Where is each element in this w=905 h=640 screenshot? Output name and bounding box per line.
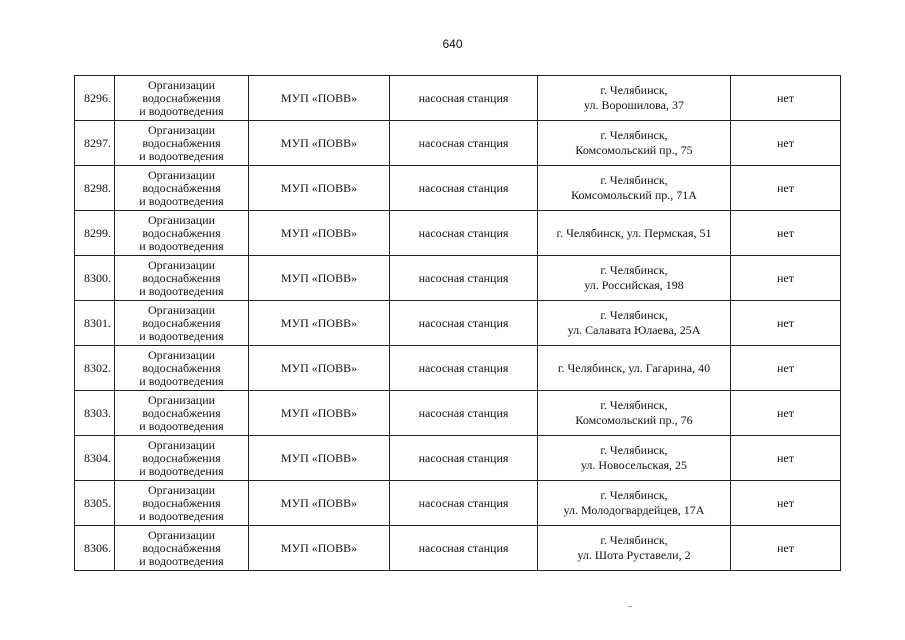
category-line: и водоотведения xyxy=(139,103,224,118)
value-cell: нет xyxy=(731,211,841,256)
owner-cell: МУП «ПОВВ» xyxy=(249,346,390,391)
category-line: Организации xyxy=(147,122,216,137)
address-cell xyxy=(538,211,731,256)
object-type-cell: насосная станция xyxy=(390,346,538,391)
category-line: и водоотведения xyxy=(139,418,224,433)
owner-cell: МУП «ПОВВ» xyxy=(249,256,390,301)
owner-cell: МУП «ПОВВ» xyxy=(249,436,390,481)
row-number: 8304. xyxy=(75,436,115,481)
table-row xyxy=(75,346,841,391)
category-cell xyxy=(115,166,249,211)
address-line: г. Челябинск, xyxy=(600,308,668,322)
value-cell: нет xyxy=(731,391,841,436)
table-row xyxy=(75,436,841,481)
address-line: ул. Ворошилова, 37 xyxy=(584,98,684,112)
address-cell xyxy=(538,391,731,436)
category-line: и водоотведения xyxy=(139,463,224,478)
address-line: ул. Шота Руставели, 2 xyxy=(577,548,691,562)
category-cell xyxy=(115,301,249,346)
category-line: водоснабжения xyxy=(142,315,221,330)
value-cell: нет xyxy=(731,481,841,526)
address-line: ул. Салавата Юлаева, 25А xyxy=(567,323,701,337)
address-line: ул. Российская, 198 xyxy=(584,278,684,292)
category-line: водоснабжения xyxy=(142,405,221,420)
category-line: Организации xyxy=(147,212,216,227)
registry-table-body xyxy=(75,76,841,571)
owner-cell: МУП «ПОВВ» xyxy=(249,391,390,436)
category-line: Организации xyxy=(147,77,216,92)
row-number: 8302. xyxy=(75,346,115,391)
category-line: водоснабжения xyxy=(142,180,221,195)
category-cell xyxy=(115,481,249,526)
row-number: 8297. xyxy=(75,121,115,166)
address-line: г. Челябинск, xyxy=(600,533,668,547)
category-line: и водоотведения xyxy=(139,238,224,253)
owner-cell: МУП «ПОВВ» xyxy=(249,301,390,346)
value-cell: нет xyxy=(731,121,841,166)
category-line: водоснабжения xyxy=(142,540,221,555)
address-line: г. Челябинск, xyxy=(600,83,668,97)
category-line: и водоотведения xyxy=(139,193,224,208)
category-line: водоснабжения xyxy=(142,270,221,285)
owner-cell: МУП «ПОВВ» xyxy=(249,76,390,121)
category-line: и водоотведения xyxy=(139,553,224,568)
row-number: 8296. xyxy=(75,76,115,121)
row-number: 8303. xyxy=(75,391,115,436)
address-line: ул. Новосельская, 25 xyxy=(580,458,688,472)
address-line: г. Челябинск, xyxy=(600,173,668,187)
object-type-cell: насосная станция xyxy=(390,301,538,346)
address-cell xyxy=(538,301,731,346)
value-cell: нет xyxy=(731,256,841,301)
row-number: 8298. xyxy=(75,166,115,211)
value-cell: нет xyxy=(731,346,841,391)
category-line: Организации xyxy=(147,392,216,407)
category-line: Организации xyxy=(147,527,216,542)
category-line: водоснабжения xyxy=(142,135,221,150)
address-line: Комсомольский пр., 76 xyxy=(575,413,693,427)
table-row xyxy=(75,166,841,211)
category-line: Организации xyxy=(147,482,216,497)
owner-cell: МУП «ПОВВ» xyxy=(249,121,390,166)
table-row xyxy=(75,211,841,256)
table-row xyxy=(75,391,841,436)
address-line: г. Челябинск, xyxy=(600,128,668,142)
table-row xyxy=(75,256,841,301)
value-cell: нет xyxy=(731,301,841,346)
address-cell xyxy=(538,256,731,301)
table-row xyxy=(75,526,841,571)
address-cell xyxy=(538,166,731,211)
owner-cell: МУП «ПОВВ» xyxy=(249,211,390,256)
value-cell: нет xyxy=(731,76,841,121)
table-row xyxy=(75,481,841,526)
owner-cell: МУП «ПОВВ» xyxy=(249,481,390,526)
address-line: г. Челябинск, xyxy=(600,443,668,457)
object-type-cell: насосная станция xyxy=(390,436,538,481)
owner-cell: МУП «ПОВВ» xyxy=(249,526,390,571)
category-line: Организации xyxy=(147,347,216,362)
object-type-cell: насосная станция xyxy=(390,166,538,211)
address-line: г. Челябинск, ул. Гагарина, 40 xyxy=(557,360,711,375)
category-line: водоснабжения xyxy=(142,90,221,105)
object-type-cell: насосная станция xyxy=(390,121,538,166)
table-row xyxy=(75,301,841,346)
category-cell xyxy=(115,211,249,256)
object-type-cell: насосная станция xyxy=(390,391,538,436)
address-line: г. Челябинск, xyxy=(600,398,668,412)
category-line: и водоотведения xyxy=(139,148,224,163)
row-number: 8306. xyxy=(75,526,115,571)
value-cell: нет xyxy=(731,436,841,481)
address-line: Комсомольский пр., 71А xyxy=(571,188,697,202)
category-line: Организации xyxy=(147,167,216,182)
page-number: 640 xyxy=(442,37,463,51)
registry-table xyxy=(74,75,841,571)
table-row xyxy=(75,76,841,121)
object-type-cell: насосная станция xyxy=(390,481,538,526)
category-cell xyxy=(115,346,249,391)
object-type-cell: насосная станция xyxy=(390,76,538,121)
category-line: водоснабжения xyxy=(142,495,221,510)
category-cell xyxy=(115,526,249,571)
category-line: Организации xyxy=(147,257,216,272)
address-line: Комсомольский пр., 75 xyxy=(575,143,693,157)
address-line: ул. Молодогвардейцев, 17А xyxy=(563,503,705,517)
category-line: и водоотведения xyxy=(139,508,224,523)
address-cell xyxy=(538,346,731,391)
table-row xyxy=(75,121,841,166)
category-line: водоснабжения xyxy=(142,450,221,465)
address-cell xyxy=(538,481,731,526)
object-type-cell: насосная станция xyxy=(390,526,538,571)
category-line: водоснабжения xyxy=(142,360,221,375)
category-line: и водоотведения xyxy=(139,373,224,388)
row-number: 8305. xyxy=(75,481,115,526)
address-cell xyxy=(538,76,731,121)
address-cell xyxy=(538,121,731,166)
address-line: г. Челябинск, xyxy=(600,488,668,502)
category-line: Организации xyxy=(147,302,216,317)
category-line: и водоотведения xyxy=(139,328,224,343)
row-number: 8301. xyxy=(75,301,115,346)
address-cell xyxy=(538,436,731,481)
category-cell xyxy=(115,256,249,301)
category-cell xyxy=(115,436,249,481)
category-line: и водоотведения xyxy=(139,283,224,298)
address-line: г. Челябинск, xyxy=(600,263,668,277)
owner-cell: МУП «ПОВВ» xyxy=(249,166,390,211)
row-number: 8299. xyxy=(75,211,115,256)
value-cell: нет xyxy=(731,166,841,211)
object-type-cell: насосная станция xyxy=(390,256,538,301)
address-line: г. Челябинск, ул. Пермская, 51 xyxy=(556,225,712,240)
category-cell xyxy=(115,391,249,436)
scan-mark xyxy=(628,606,632,607)
category-line: водоснабжения xyxy=(142,225,221,240)
category-cell xyxy=(115,121,249,166)
object-type-cell: насосная станция xyxy=(390,211,538,256)
row-number: 8300. xyxy=(75,256,115,301)
category-cell xyxy=(115,76,249,121)
address-cell xyxy=(538,526,731,571)
category-line: Организации xyxy=(147,437,216,452)
value-cell: нет xyxy=(731,526,841,571)
